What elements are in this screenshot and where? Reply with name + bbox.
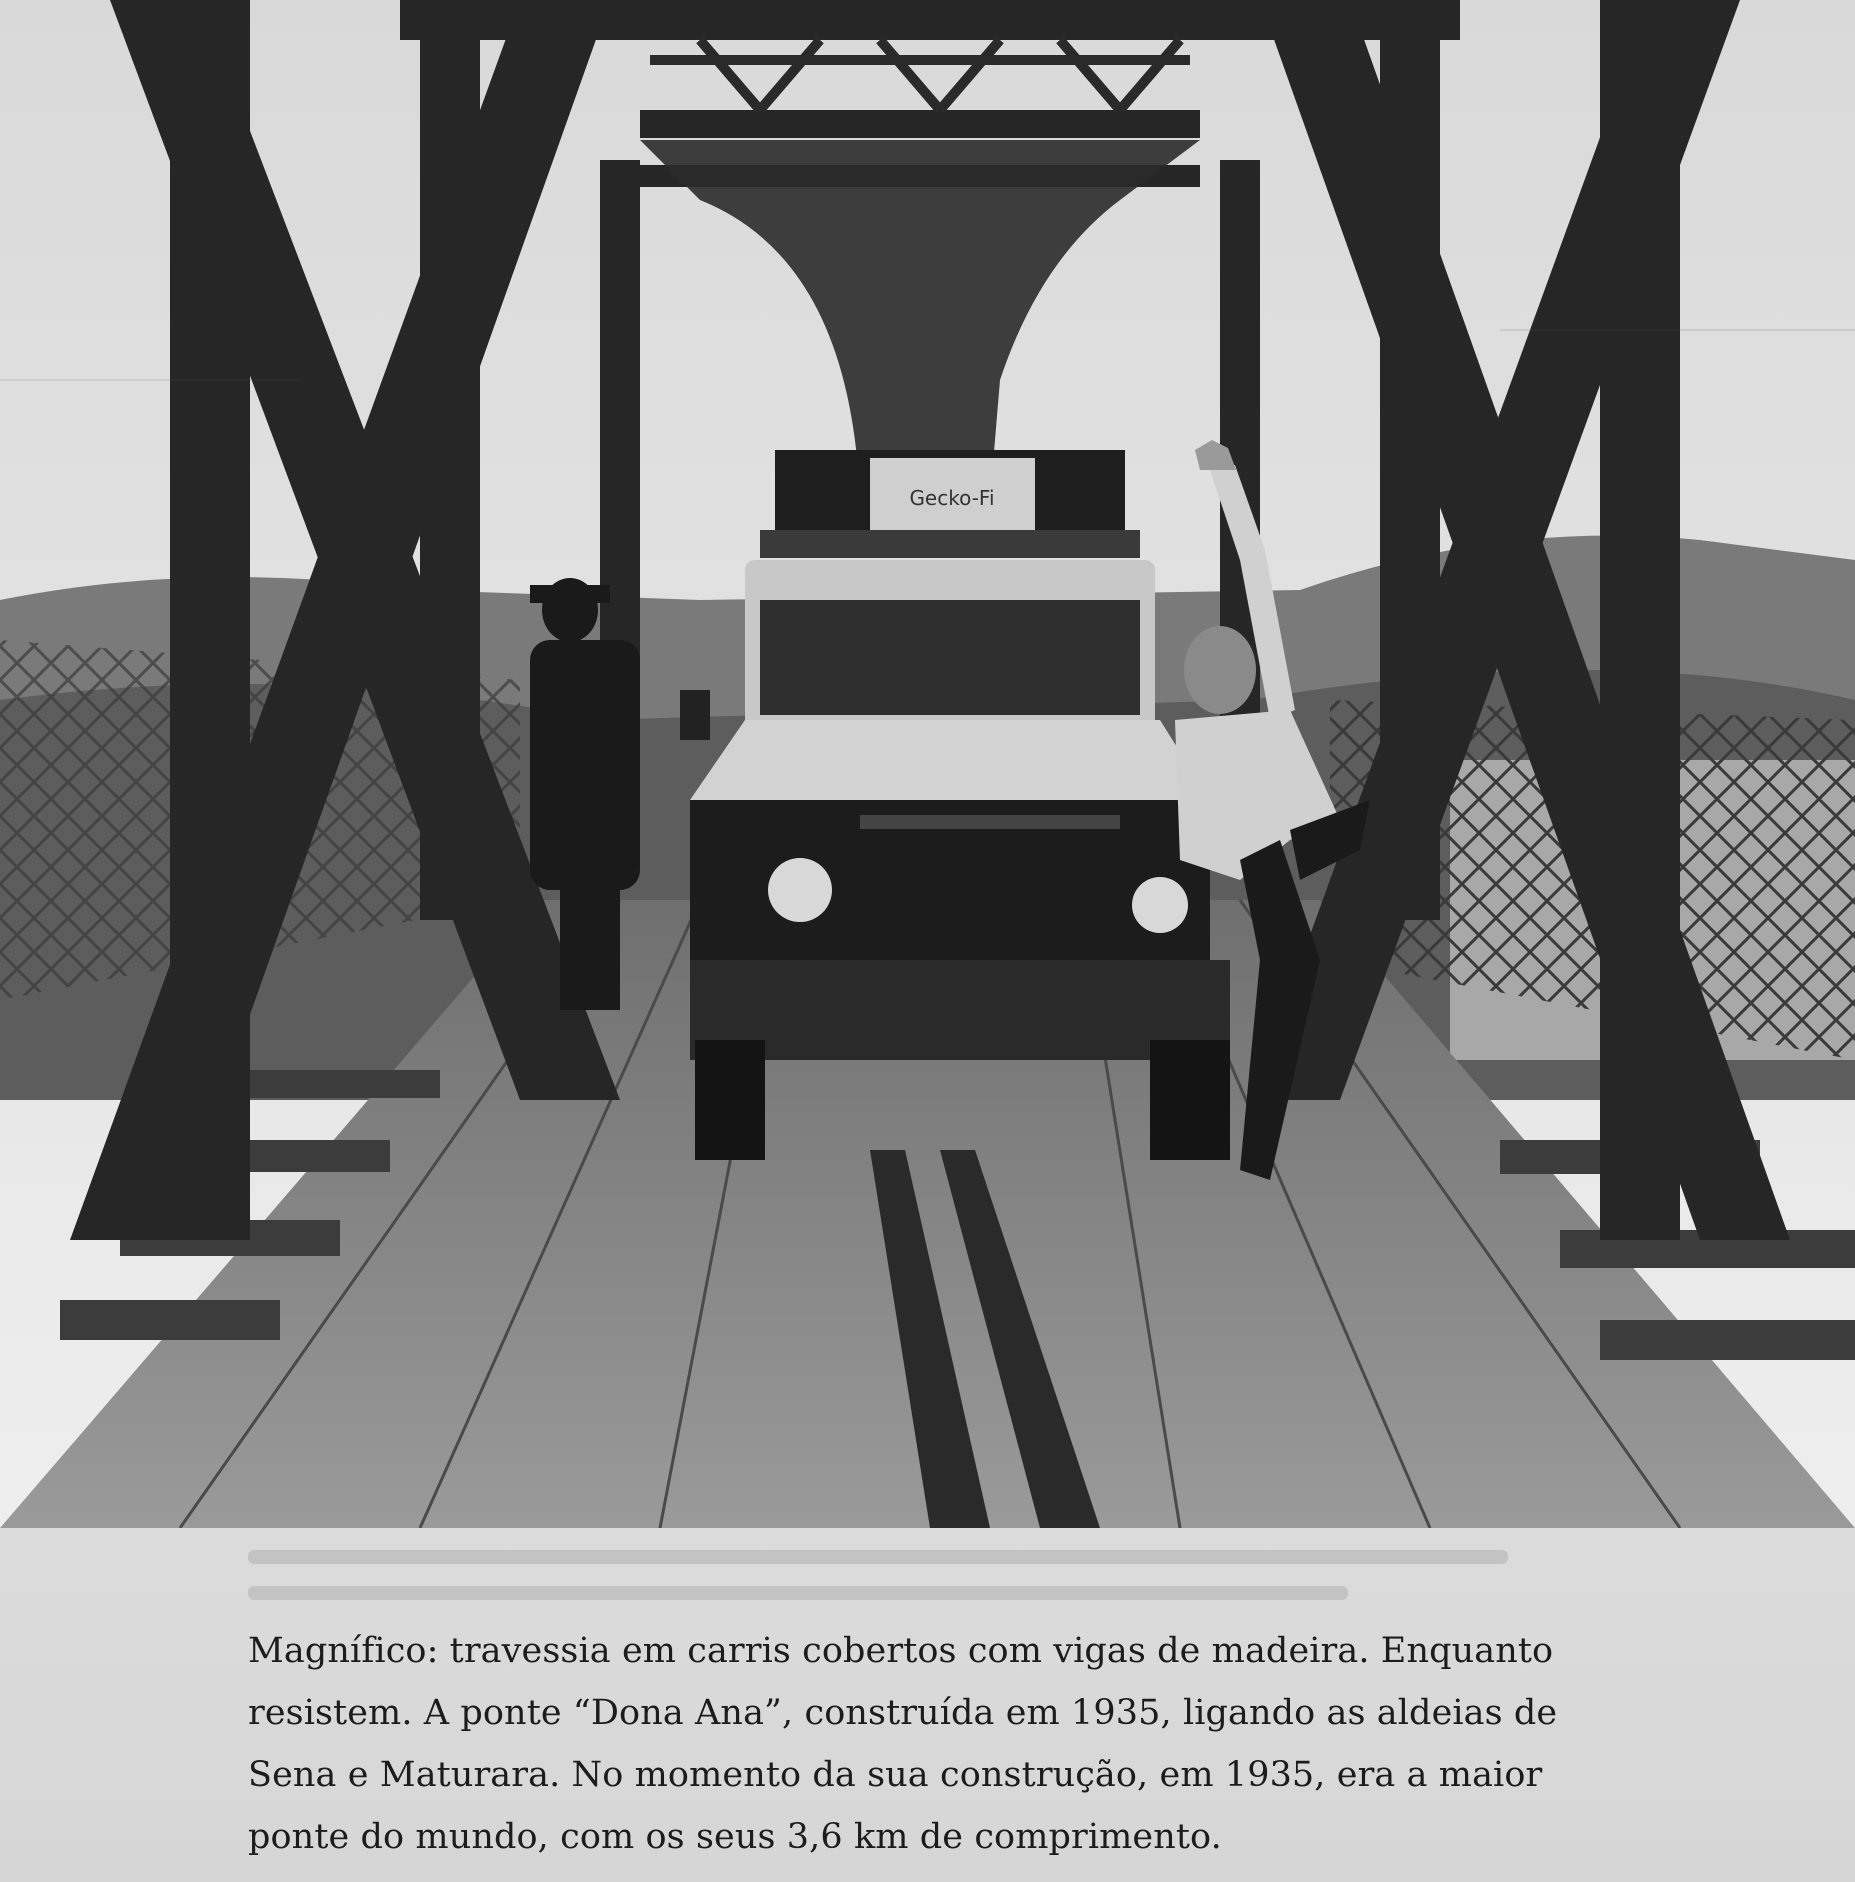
roof-sign: Gecko-Fi [909, 486, 995, 510]
caption-line: ponte do mundo, com os seus 3,6 km de comprimento. [248, 1817, 1222, 1857]
caption-line: resistem. A ponte “Dona Ana”, construída em 1935, ligando as aldeias de [248, 1693, 1558, 1733]
photo-caption [248, 1620, 1638, 1868]
caption-line: Sena e Maturara. No momento da sua construção, em 1935, era a maior [248, 1755, 1543, 1795]
show-through-text [248, 1540, 1548, 1610]
caption-line: Magnífico: travessia em carris cobertos com vigas de madeira. Enquanto [248, 1631, 1554, 1671]
